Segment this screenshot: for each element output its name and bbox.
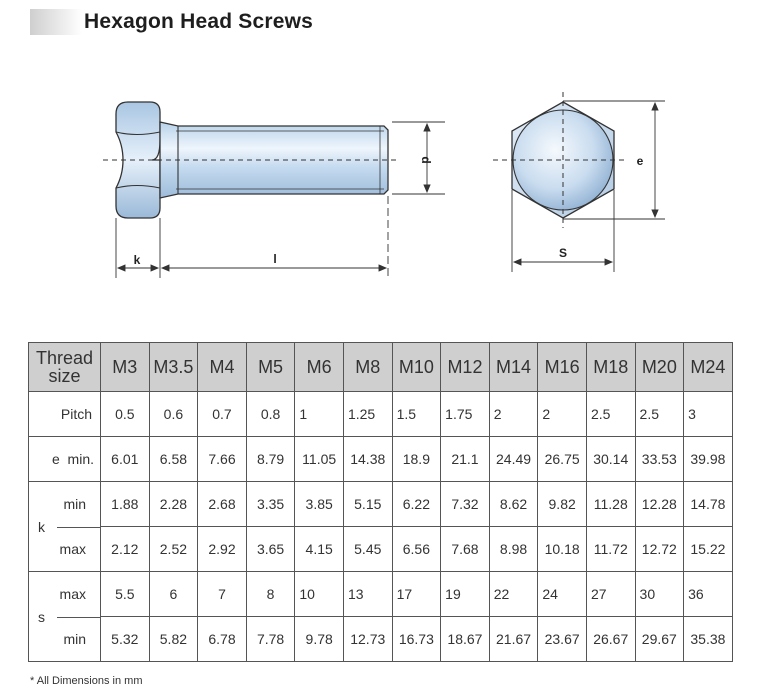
footnote: * All Dimensions in mm xyxy=(30,675,143,687)
e-min-cell: 30.14 xyxy=(586,437,635,482)
k-max-cell: 10.18 xyxy=(538,527,587,572)
row-label-k-min: min xyxy=(63,496,86,513)
e-min-cell: 7.66 xyxy=(198,437,247,482)
s-max-cell: 22 xyxy=(489,572,538,617)
thread-size-header xyxy=(29,343,101,392)
pitch-cell: 3 xyxy=(684,392,733,437)
s-min-cell: 21.67 xyxy=(489,617,538,662)
dim-label-k: k xyxy=(133,253,141,267)
row-label-k-max: max xyxy=(59,540,86,557)
dim-label-l: l xyxy=(273,252,277,266)
pitch-cell: 1.25 xyxy=(343,392,392,437)
size-header-cell: M4 xyxy=(198,343,247,392)
k-max-cell: 3.65 xyxy=(246,527,295,572)
s-min-cell: 23.67 xyxy=(538,617,587,662)
k-max-cell: 11.72 xyxy=(586,527,635,572)
k-min-cell: 9.82 xyxy=(538,482,587,527)
e-min-cell: 21.1 xyxy=(441,437,490,482)
pitch-cell: 2.5 xyxy=(635,392,684,437)
k-min-cell: 14.78 xyxy=(684,482,733,527)
pitch-cell: 2 xyxy=(489,392,538,437)
size-header-cell: M6 xyxy=(295,343,344,392)
s-max-cell: 19 xyxy=(441,572,490,617)
e-min-cell: 8.79 xyxy=(246,437,295,482)
row-group-label-k: k xyxy=(38,518,45,535)
size-header-cell: M5 xyxy=(246,343,295,392)
s-min-cell: 5.82 xyxy=(149,617,198,662)
table-row-k-min xyxy=(29,482,733,527)
dim-label-s: S xyxy=(558,246,568,260)
k-max-cell: 2.12 xyxy=(101,527,150,572)
e-min-cell: 6.58 xyxy=(149,437,198,482)
table-header-row xyxy=(29,343,733,392)
table-row-k-max xyxy=(29,527,733,572)
k-min-cell: 7.32 xyxy=(441,482,490,527)
k-max-cell: 6.56 xyxy=(392,527,441,572)
k-max-cell: 7.68 xyxy=(441,527,490,572)
row-group-s xyxy=(29,572,101,662)
size-header-cell: M18 xyxy=(586,343,635,392)
k-max-cell: 15.22 xyxy=(684,527,733,572)
pitch-cell: 0.5 xyxy=(101,392,150,437)
s-min-cell: 6.78 xyxy=(198,617,247,662)
k-max-cell: 12.72 xyxy=(635,527,684,572)
k-min-cell: 1.88 xyxy=(101,482,150,527)
size-header-cell: M8 xyxy=(343,343,392,392)
thread-size-header-line1: Thread xyxy=(35,348,94,368)
k-min-cell: 2.68 xyxy=(198,482,247,527)
screw-spec-table xyxy=(28,342,733,662)
k-max-cell: 4.15 xyxy=(295,527,344,572)
pitch-cell: 0.8 xyxy=(246,392,295,437)
screw-technical-drawing xyxy=(0,0,763,330)
size-header-cell: M3.5 xyxy=(149,343,198,392)
e-min-cell: 24.49 xyxy=(489,437,538,482)
s-min-cell: 35.38 xyxy=(684,617,733,662)
dim-label-e: e xyxy=(636,154,644,168)
k-max-cell: 2.92 xyxy=(198,527,247,572)
k-min-cell: 6.22 xyxy=(392,482,441,527)
s-max-cell: 17 xyxy=(392,572,441,617)
size-header-cell: M14 xyxy=(489,343,538,392)
k-max-cell: 5.45 xyxy=(343,527,392,572)
table-row-pitch xyxy=(29,392,733,437)
size-header-cell: M24 xyxy=(684,343,733,392)
screw-head-front xyxy=(493,92,628,228)
s-max-cell: 8 xyxy=(246,572,295,617)
size-header-cell: M16 xyxy=(538,343,587,392)
size-header-cell: M10 xyxy=(392,343,441,392)
row-label-pitch: Pitch xyxy=(29,392,101,437)
k-max-cell: 2.52 xyxy=(149,527,198,572)
k-min-cell: 5.15 xyxy=(343,482,392,527)
k-min-cell: 11.28 xyxy=(586,482,635,527)
pitch-cell: 2.5 xyxy=(586,392,635,437)
s-max-cell: 7 xyxy=(198,572,247,617)
e-min-cell: 18.9 xyxy=(392,437,441,482)
s-min-cell: 18.67 xyxy=(441,617,490,662)
page-title-text: Hexagon Head Screws xyxy=(84,10,314,33)
e-min-cell: 14.38 xyxy=(343,437,392,482)
s-max-cell: 30 xyxy=(635,572,684,617)
k-max-cell: 8.98 xyxy=(489,527,538,572)
s-max-cell: 6 xyxy=(149,572,198,617)
s-min-cell: 16.73 xyxy=(392,617,441,662)
e-min-cell: 26.75 xyxy=(538,437,587,482)
thread-size-header-line2: size xyxy=(48,366,81,386)
pitch-cell: 1 xyxy=(295,392,344,437)
e-min-cell: 11.05 xyxy=(295,437,344,482)
s-max-cell: 36 xyxy=(684,572,733,617)
s-max-cell: 27 xyxy=(586,572,635,617)
pitch-cell: 0.6 xyxy=(149,392,198,437)
table-row-s-max xyxy=(29,572,733,617)
s-max-cell: 24 xyxy=(538,572,587,617)
table-row-e-min xyxy=(29,437,733,482)
row-label-s-min: min xyxy=(63,630,86,647)
k-min-cell: 3.35 xyxy=(246,482,295,527)
s-min-cell: 5.32 xyxy=(101,617,150,662)
s-min-cell: 9.78 xyxy=(295,617,344,662)
row-group-k xyxy=(29,482,101,572)
e-min-cell: 39.98 xyxy=(684,437,733,482)
pitch-cell: 1.75 xyxy=(441,392,490,437)
pitch-cell: 1.5 xyxy=(392,392,441,437)
s-max-cell: 13 xyxy=(343,572,392,617)
k-min-cell: 12.28 xyxy=(635,482,684,527)
e-min-cell: 6.01 xyxy=(101,437,150,482)
k-min-cell: 3.85 xyxy=(295,482,344,527)
size-header-cell: M12 xyxy=(441,343,490,392)
s-min-cell: 26.67 xyxy=(586,617,635,662)
k-min-cell: 2.28 xyxy=(149,482,198,527)
pitch-cell: 0.7 xyxy=(198,392,247,437)
row-label-s-max: max xyxy=(59,586,86,603)
e-min-cell: 33.53 xyxy=(635,437,684,482)
table-row-s-min xyxy=(29,617,733,662)
dim-label-d: d xyxy=(419,156,433,164)
k-min-cell: 8.62 xyxy=(489,482,538,527)
s-min-cell: 29.67 xyxy=(635,617,684,662)
s-max-cell: 10 xyxy=(295,572,344,617)
row-label-e-min: e min. xyxy=(29,437,101,482)
size-header-cell: M3 xyxy=(101,343,150,392)
s-min-cell: 7.78 xyxy=(246,617,295,662)
pitch-cell: 2 xyxy=(538,392,587,437)
s-min-cell: 12.73 xyxy=(343,617,392,662)
s-max-cell: 5.5 xyxy=(101,572,150,617)
row-group-label-s: s xyxy=(38,608,45,625)
size-header-cell: M20 xyxy=(635,343,684,392)
